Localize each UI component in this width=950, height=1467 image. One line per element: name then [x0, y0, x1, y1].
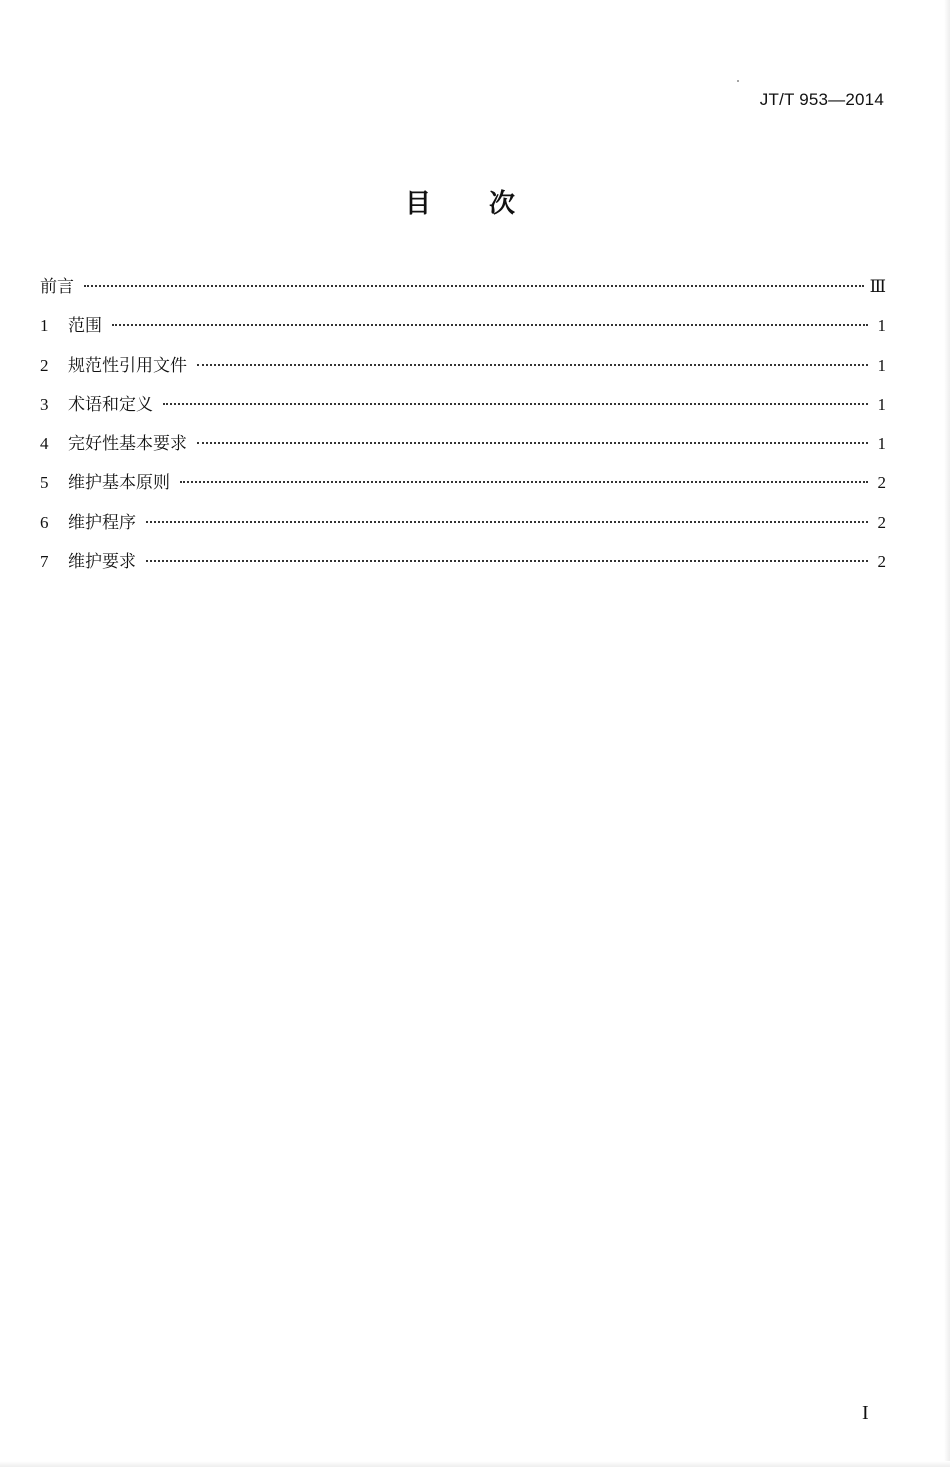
toc-entry-6[interactable]: [40, 512, 886, 551]
toc-entry-7[interactable]: [40, 551, 886, 590]
toc-entry-number: 7: [40, 552, 49, 572]
toc-entry-foreword[interactable]: [40, 276, 886, 315]
toc-entry-number: 5: [40, 473, 49, 493]
toc-entry-page: 2: [877, 512, 886, 532]
toc-entry-label: 维护要求: [68, 552, 136, 573]
toc-entry-number: 4: [40, 434, 49, 454]
toc-dot-leader: [180, 481, 868, 483]
toc-entry-page: 2: [877, 552, 886, 572]
toc-entry-label: 维护程序: [68, 512, 136, 533]
page-title-char-2: 次: [489, 189, 516, 219]
toc-entry-number: 6: [40, 512, 49, 532]
toc-dot-leader: [197, 364, 868, 366]
toc-entry-3[interactable]: [40, 394, 886, 433]
page-number: I: [862, 1402, 869, 1424]
toc-entry-page: 1: [877, 316, 886, 336]
toc-entry-number: 1: [40, 316, 49, 336]
toc-dot-leader: [112, 324, 868, 326]
toc-entry-label: 范围: [68, 316, 102, 337]
toc-entry-label: 规范性引用文件: [68, 355, 187, 376]
toc-entry-page: 2: [877, 473, 886, 493]
toc-dot-leader: [146, 560, 868, 562]
toc-entry-1[interactable]: [40, 315, 886, 354]
toc-entry-label: 术语和定义: [68, 394, 153, 415]
toc-entry-label: 维护基本原则: [68, 473, 170, 494]
toc-dot-leader: [197, 442, 868, 444]
page-title: [0, 183, 920, 220]
table-of-contents: [40, 276, 886, 590]
page-edge-shadow-bottom: [0, 1461, 950, 1467]
toc-entry-label: 完好性基本要求: [68, 434, 187, 455]
toc-entry-4[interactable]: [40, 433, 886, 472]
standard-code: JT/T 953—2014: [759, 90, 884, 109]
toc-entry-number: 3: [40, 394, 49, 414]
toc-entry-number: 2: [40, 355, 49, 375]
toc-entry-label: 前言: [40, 277, 74, 297]
toc-dot-leader: [163, 403, 868, 405]
scan-speck: [737, 80, 739, 82]
toc-entry-page: Ⅲ: [869, 277, 886, 296]
toc-entry-2[interactable]: [40, 355, 886, 394]
toc-entry-5[interactable]: [40, 472, 886, 511]
toc-dot-leader: [146, 521, 868, 523]
toc-entry-page: 1: [877, 355, 886, 375]
toc-dot-leader: [84, 285, 864, 287]
toc-entry-page: 1: [877, 394, 886, 414]
page-edge-shadow: [944, 0, 950, 1467]
toc-entry-page: 1: [877, 434, 886, 454]
page-title-char-1: 目: [404, 189, 431, 219]
